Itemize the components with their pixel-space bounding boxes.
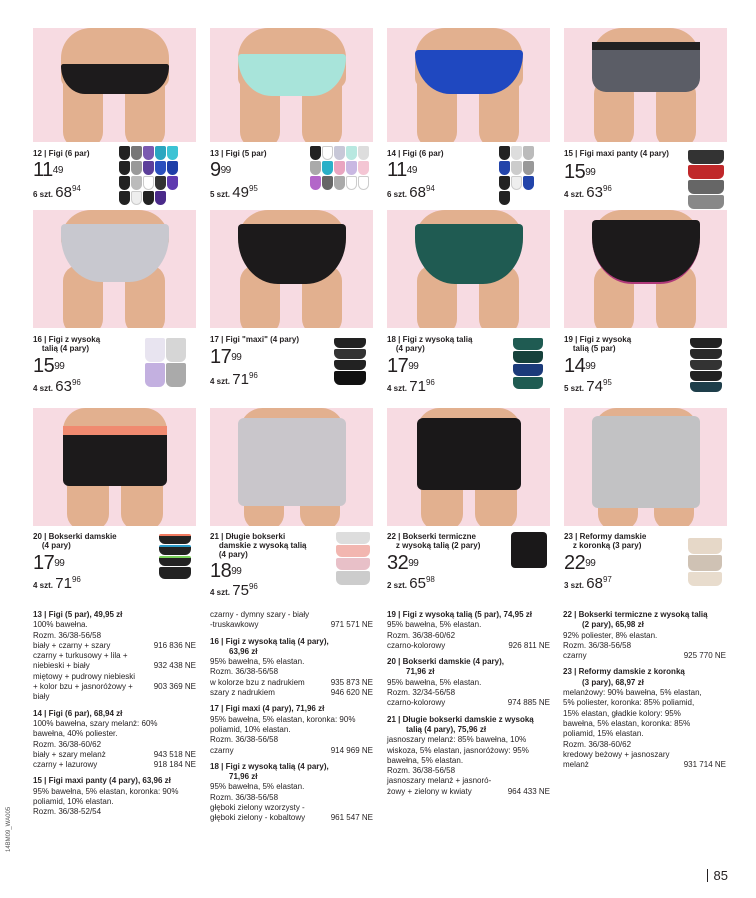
description-line: 95% bawełna, 5% elastan. xyxy=(387,677,482,687)
variant-row: melanż 931 714 NE xyxy=(563,760,726,770)
product-title: 12 | Figi (6 par) xyxy=(33,149,90,158)
color-swatches xyxy=(688,538,722,586)
description-heading: 13 | Figi (5 par), 49,95 zł xyxy=(33,610,123,619)
color-swatches xyxy=(499,146,534,205)
description-line: Rozm. 36/38-56/58 xyxy=(210,667,279,677)
product-title: 16 | Figi z wysoką talią (4 pary) xyxy=(33,335,101,353)
variant-row: biały + szary melanż 943 518 NE xyxy=(33,749,196,759)
product-title: 22 | Bokserki termiczne z wysoką talią (2 pary) xyxy=(387,532,481,550)
description-line: 92% poliester, 8% elastan. xyxy=(563,630,658,640)
description-line: kredowy beżowy + jasnoszary xyxy=(563,749,670,759)
product-multi-price: 4 szt. $63^{96}$ xyxy=(33,378,81,395)
product-multi-price: 6 szt. $68^{94}$ xyxy=(33,184,81,201)
product-price: $11^{49}$ xyxy=(33,159,63,181)
variant-row: czarny 925 770 NE xyxy=(563,651,726,661)
product-card-22[interactable] xyxy=(387,408,550,592)
description-line: czarny - dymny szary - biały xyxy=(210,610,310,619)
description-column-4 xyxy=(563,610,726,770)
description-line: 100% bawełna. xyxy=(33,620,88,630)
product-price: $17^{99}$ xyxy=(210,346,242,368)
product-price: $32^{99}$ xyxy=(387,552,419,574)
variant-row: miętowy + pudrowy niebieski xyxy=(33,671,136,681)
description-heading: 17 | Figi maxi (4 pary), 71,96 zł xyxy=(210,704,325,714)
product-card-15[interactable] xyxy=(564,28,727,208)
variant-row: biały + czarny + szary 916 836 NE xyxy=(33,640,196,650)
description-line: bawełna, 5% elastan. xyxy=(387,755,464,765)
variant-row: żowy + zielony w kwiaty 964 433 NE xyxy=(387,786,550,796)
description-line: 95% bawełna, 5% elastan. xyxy=(210,782,305,792)
description-line: 95% bawełna, 5% elastan. xyxy=(387,620,482,630)
variant-row: czarny 914 969 NE xyxy=(210,745,373,755)
description-column-2 xyxy=(210,610,373,824)
description-line: 15% elastan, gładkie kolory: 95% xyxy=(563,708,681,718)
product-card-12[interactable] xyxy=(33,28,196,208)
description-heading: 18 | Figi z wysoką talią (4 pary), xyxy=(210,761,329,771)
description-line: Rozm. 36/38-60/62 xyxy=(387,630,456,640)
product-multi-price: 5 szt. $49^{95}$ xyxy=(210,184,258,201)
product-row-1 xyxy=(33,28,727,208)
product-title: 17 | Figi "maxi" (4 pary) xyxy=(210,335,299,344)
color-swatches xyxy=(119,146,178,205)
product-multi-price: 4 szt. $75^{96}$ xyxy=(210,582,258,599)
description-heading: talią (4 pary), 75,96 zł xyxy=(406,724,487,734)
variant-row: w kolorze bzu z nadrukiem 935 873 NE xyxy=(210,677,373,687)
product-title: 20 | Bokserki damskie (4 pary) xyxy=(33,532,117,550)
description-line: 95% bawełna, 5% elastan, koronka: 90% xyxy=(33,786,179,796)
color-swatches xyxy=(310,146,369,190)
description-line: jasnoszary melanż: 85% bawełna, 10% xyxy=(387,735,527,745)
description-line: 95% bawełna, 5% elastan. xyxy=(210,657,305,667)
description-line: Rozm. 36/38-56/58 xyxy=(387,766,456,776)
product-card-17[interactable] xyxy=(210,210,373,390)
description-line: poliamid, 10% elastan. xyxy=(210,724,291,734)
product-card-16[interactable] xyxy=(33,210,196,395)
description-heading: 16 | Figi z wysoką talią (4 pary), xyxy=(210,636,329,646)
description-line: Rozm. 36/38-60/62 xyxy=(33,739,102,749)
product-title: 13 | Figi (5 par) xyxy=(210,149,267,158)
product-row-2 xyxy=(33,210,727,395)
product-title: 14 | Figi (6 par) xyxy=(387,149,444,158)
product-multi-price: 2 szt. $65^{98}$ xyxy=(387,575,435,592)
catalog-code: 14BM09_WA005 xyxy=(6,806,12,852)
description-line: poliamid, 15% elastan. xyxy=(563,729,644,739)
description-column-3 xyxy=(387,610,550,797)
description-heading: 19 | Figi z wysoką talią (5 par), 74,95 zł xyxy=(387,610,532,619)
page-number: 85 xyxy=(707,868,728,883)
description-heading: 20 | Bokserki damskie (4 pary), xyxy=(387,657,504,667)
description-heading: 71,96 zł xyxy=(229,772,258,782)
description-line: bawełna, 5% elastan, koronka: 85% xyxy=(563,718,691,728)
product-photo xyxy=(210,28,373,142)
product-title: 18 | Figi z wysoką talią (4 pary) xyxy=(387,335,473,353)
description-line: Rozm. 32/34-56/58 xyxy=(387,688,456,698)
description-line: głęboki zielony wzorzysty - xyxy=(210,803,305,813)
product-title: 21 | Długie bokserki damskie z wysoką talią (4 pary) xyxy=(210,532,307,559)
description-line: poliamid, 10% elastan. xyxy=(33,797,114,807)
description-line: Rozm. 36/38-56/58 xyxy=(33,630,102,640)
description-column-1 xyxy=(33,610,196,818)
product-price: $17^{99}$ xyxy=(387,355,419,377)
variant-row: niebieski + biały 932 438 NE xyxy=(33,661,196,671)
product-photo xyxy=(210,408,373,526)
product-card-19[interactable] xyxy=(564,210,727,395)
description-line: Rozm. 36/38-52/54 xyxy=(33,807,102,817)
description-heading: (3 pary), 68,97 zł xyxy=(582,677,644,687)
product-card-14[interactable] xyxy=(387,28,550,208)
description-heading: (2 pary), 65,98 zł xyxy=(582,620,644,630)
product-price: $22^{99}$ xyxy=(564,552,596,574)
description-line: jasnoszary melanż + jasnoró- xyxy=(387,776,492,786)
color-swatches xyxy=(145,338,186,387)
color-swatches xyxy=(336,532,370,585)
variant-row: czarny + turkusowy + lila + xyxy=(33,651,128,661)
description-line: Rozm. 36/38-56/58 xyxy=(210,735,279,745)
variant-row: -truskawkowy 971 571 NE xyxy=(210,620,373,630)
description-line: 100% bawełna, szary melanż: 60% xyxy=(33,718,158,728)
product-multi-price: 6 szt. $68^{94}$ xyxy=(387,184,435,201)
description-line: 5% poliester, koronka: 85% poliamid, xyxy=(563,698,695,708)
description-heading: 22 | Bokserki termiczne z wysoką talią xyxy=(563,610,708,619)
variant-row: głęboki zielony - kobaltowy 961 547 NE xyxy=(210,813,373,823)
product-photo xyxy=(210,210,373,328)
description-heading: 23 | Reformy damskie z koronką xyxy=(563,667,685,677)
product-price: $15^{99}$ xyxy=(564,161,596,183)
product-card-20[interactable] xyxy=(33,408,196,592)
product-card-13[interactable] xyxy=(210,28,373,208)
product-photo xyxy=(564,28,727,142)
product-photo xyxy=(564,408,727,526)
product-multi-price: 4 szt. $63^{96}$ xyxy=(564,184,612,201)
product-photo xyxy=(387,210,550,328)
product-photo xyxy=(564,210,727,328)
variant-row: czarno-kolorowy 974 885 NE xyxy=(387,698,550,708)
description-line: biały xyxy=(33,692,50,702)
color-swatches xyxy=(513,338,543,389)
color-swatches xyxy=(690,338,722,392)
description-heading: 14 | Figi (6 par), 68,94 zł xyxy=(33,708,123,718)
product-multi-price: 3 szt. $68^{97}$ xyxy=(564,575,612,592)
product-price: $9^{99}$ xyxy=(210,159,231,181)
product-price: $18^{99}$ xyxy=(210,560,242,582)
product-price: $17^{99}$ xyxy=(33,552,65,574)
color-swatches xyxy=(511,532,547,568)
description-line: bawełna, 40% poliester. xyxy=(33,729,118,739)
description-line: melanżowy: 90% bawełna, 5% elastan, xyxy=(563,688,702,698)
description-heading: 15 | Figi maxi panty (4 pary), 63,96 zł xyxy=(33,776,171,786)
product-card-23[interactable] xyxy=(564,408,727,592)
product-price: $14^{99}$ xyxy=(564,355,596,377)
product-price: $15^{99}$ xyxy=(33,355,65,377)
product-title: 23 | Reformy damskie z koronką (3 pary) xyxy=(564,532,647,550)
product-photo xyxy=(387,28,550,142)
variant-row: szary z nadrukiem 946 620 NE xyxy=(210,688,373,698)
product-multi-price: 5 szt. $74^{95}$ xyxy=(564,378,612,395)
color-swatches xyxy=(688,150,724,209)
product-title: 15 | Figi maxi panty (4 pary) xyxy=(564,149,669,158)
variant-row: czarno-kolorowy 926 811 NE xyxy=(387,640,550,650)
product-multi-price: 4 szt. $71^{96}$ xyxy=(210,371,258,388)
description-line: Rozm. 36/38-60/62 xyxy=(563,739,632,749)
product-title: 19 | Figi z wysoką talią (5 par) xyxy=(564,335,632,353)
description-heading: 71,96 zł xyxy=(406,667,435,677)
color-swatches xyxy=(159,534,191,579)
variant-row: czarny + lazurowy 918 184 NE xyxy=(33,760,196,770)
description-line: Rozm. 36/38-56/58 xyxy=(563,640,632,650)
color-swatches xyxy=(334,338,366,385)
description-line: 95% bawełna, 5% elastan, koronka: 90% xyxy=(210,714,356,724)
product-photo xyxy=(33,28,196,142)
description-line: Rozm. 36/38-56/58 xyxy=(210,792,279,802)
description-line: wiskoza, 5% elastan, jasnoróżowy: 95% xyxy=(387,745,529,755)
product-card-21[interactable] xyxy=(210,408,373,599)
product-card-18[interactable] xyxy=(387,210,550,395)
product-photo xyxy=(387,408,550,526)
description-heading: 63,96 zł xyxy=(229,646,258,656)
product-multi-price: 4 szt. $71^{96}$ xyxy=(33,575,81,592)
product-photo xyxy=(33,210,196,328)
product-price: $11^{49}$ xyxy=(387,159,417,181)
product-photo xyxy=(33,408,196,526)
product-row-3 xyxy=(33,408,727,599)
description-heading: 21 | Długie bokserki damskie z wysoką xyxy=(387,714,534,724)
product-multi-price: 4 szt. $71^{96}$ xyxy=(387,378,435,395)
variant-row: + kolor bzu + jasnoróżowy + 903 369 NE xyxy=(33,682,196,692)
